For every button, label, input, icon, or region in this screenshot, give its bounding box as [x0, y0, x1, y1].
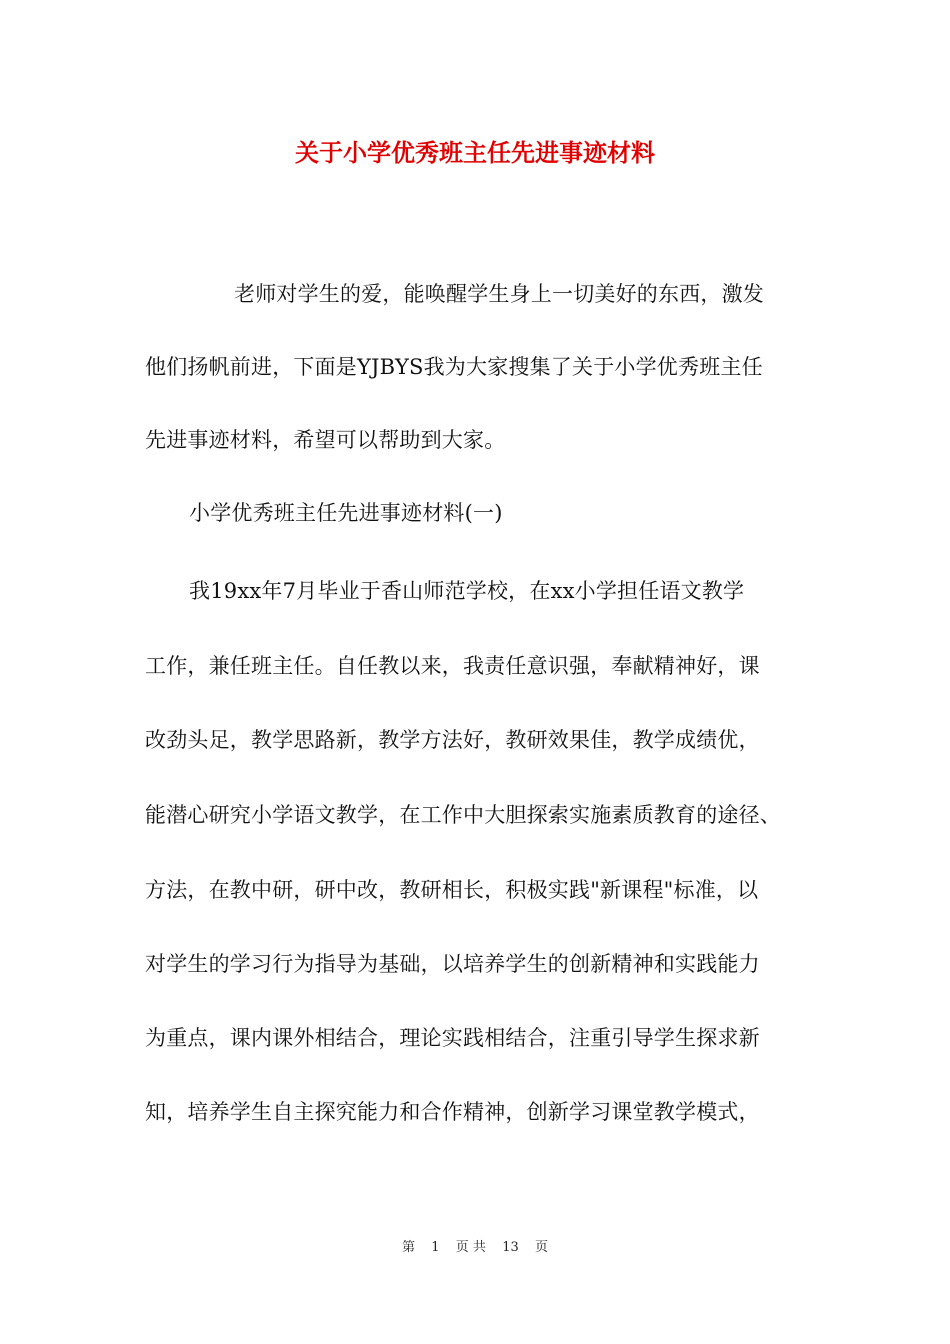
paragraph-line: 他们扬帆前进，下面是YJBYS我为大家搜集了关于小学优秀班主任: [145, 355, 763, 379]
paragraph-line: 对学生的学习行为指导为基础，以培养学生的创新精神和实践能力: [145, 952, 760, 976]
page-footer: [0, 1236, 950, 1255]
paragraph-line: 工作，兼任班主任。自任教以来，我责任意识强，奉献精神好，课: [145, 654, 760, 678]
paragraph-line: 我19xx年7月毕业于香山师范学校，在xx小学担任语文教学: [189, 579, 745, 603]
paragraph-line: 能潜心研究小学语文教学，在工作中大胆探索实施素质教育的途径、: [145, 803, 781, 827]
paragraph-line: 方法，在教中研，研中改，教研相长，积极实践"新课程"标准，以: [145, 878, 759, 902]
document-title: 关于小学优秀班主任先进事迹材料: [295, 138, 655, 167]
footer-middle: 页 共: [455, 1240, 486, 1255]
paragraph-line: 为重点，课内课外相结合，理论实践相结合，注重引导学生探求新: [145, 1026, 760, 1050]
paragraph-line: 先进事迹材料，希望可以帮助到大家。: [145, 428, 506, 452]
footer-prefix: 第: [401, 1240, 415, 1255]
paragraph-line: 老师对学生的爱，能唤醒学生身上一切美好的东西，激发: [234, 282, 764, 306]
paragraph-line: 改劲头足，教学思路新，教学方法好，教研效果佳，教学成绩优，: [145, 728, 760, 752]
footer-total-pages: 13: [502, 1240, 519, 1255]
footer-page-number: 1: [431, 1240, 440, 1255]
paragraph-line: 知，培养学生自主探究能力和合作精神，创新学习课堂教学模式，: [145, 1100, 760, 1124]
footer-suffix: 页: [535, 1240, 549, 1255]
section-heading: 小学优秀班主任先进事迹材料(一): [189, 501, 503, 525]
